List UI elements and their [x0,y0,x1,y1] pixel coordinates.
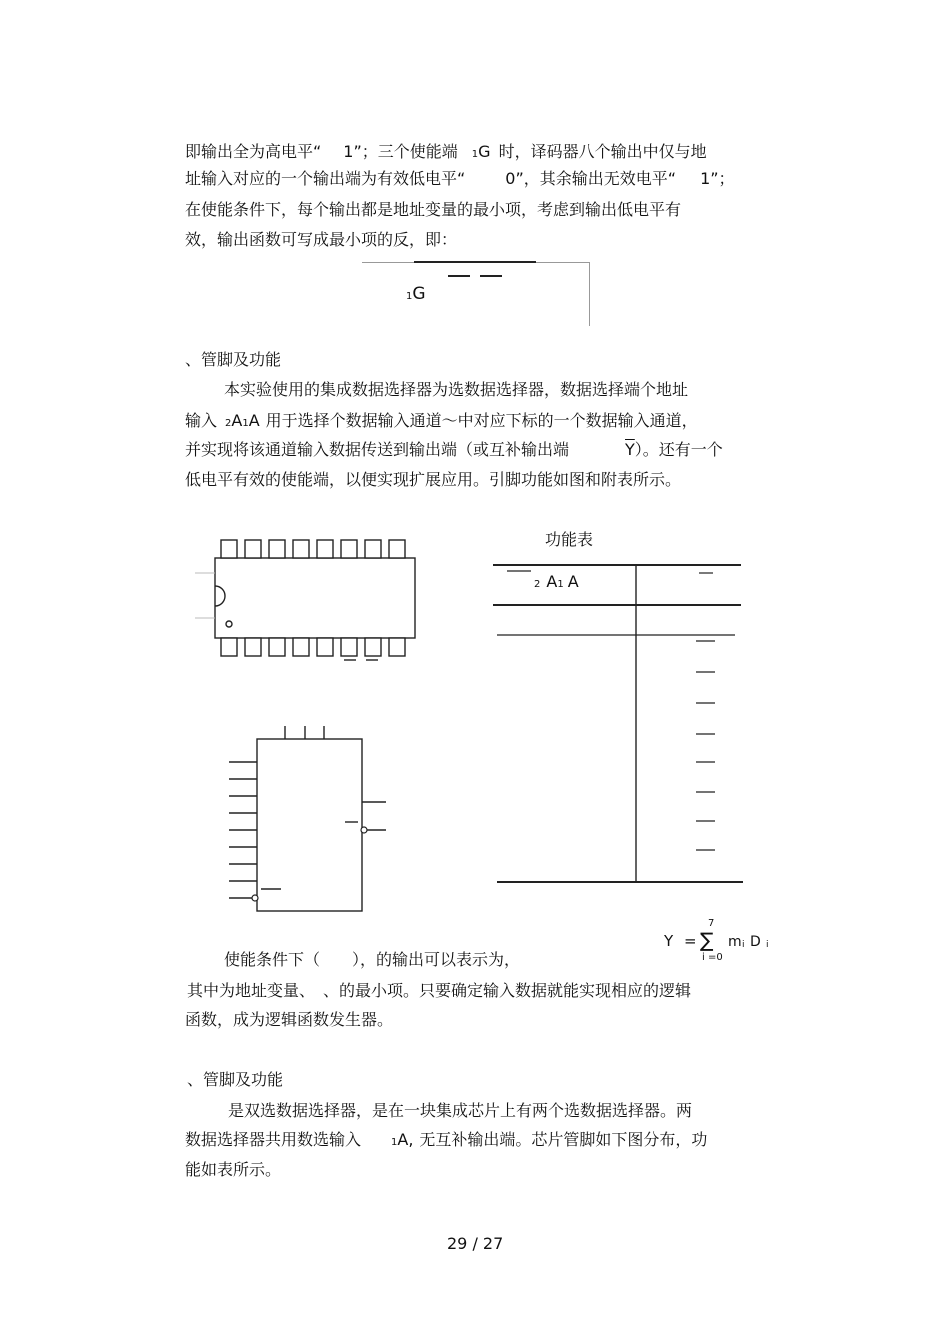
section1-heading: 、管脚及功能 [185,350,282,369]
func-table-title: 功能表 [545,530,594,549]
section1-line3: 并实现将该通道输入数据传送到输出端（或互补输出端 $\overline{Y}$）。还有一个 [185,440,723,459]
para2-line1: 使能条件下（ ），的输出可以表示为， [224,950,521,969]
para1-line3: 在使能条件下，每个输出都是地址变量的最小项，考虑到输出低电平有 [185,200,682,219]
formula-enable: 1G [406,284,426,304]
section1-line1: 本实验使用的集成数据选择器为选数据选择器，数据选择端个地址 [224,380,689,399]
func-table-header: 2 A1 A [534,572,579,591]
section2-line3: 能如表所示。 [185,1160,282,1179]
para1-line4: 效，输出函数可写成最小项的反，即： [185,230,458,249]
section2-line2: 数据选择器共用数选输入 1A, 无互补输出端。芯片管脚如下图分布，功 [185,1130,708,1149]
section2-line1: 是双选数据选择器，是在一块集成芯片上有两个选数据选择器。两 [228,1101,693,1120]
output-equation: 7 Y = ∑ i =0 m i D i [664,918,769,963]
para2-line3: 函数，成为逻辑函数发生器。 [185,1010,394,1029]
section2-heading: 、管脚及功能 [187,1070,284,1089]
page-number: 29 / 27 [447,1234,504,1253]
para1-line1: 即输出全为高电平“ 1”；三个使能端 1G 时，译码器八个输出中仅与地 [185,142,707,161]
para2-line2: 其中为地址变量、 、的最小项。只要确定输入数据就能实现相应的逻辑 [187,981,692,1000]
section1-line2: 输入 2A1A 用于选择个数据输入通道～中对应下标的一个数据输入通道， [185,411,698,430]
para1-line2: 址输入对应的一个输出端为有效低电平“ 0”，其余输出无效电平“ 1”； [185,169,735,188]
section1-line4: 低电平有效的使能端，以便实现扩展应用。引脚功能如图和附表所示。 [185,470,682,489]
y-bar-symbol: $\overline{Y}$ [625,440,635,459]
